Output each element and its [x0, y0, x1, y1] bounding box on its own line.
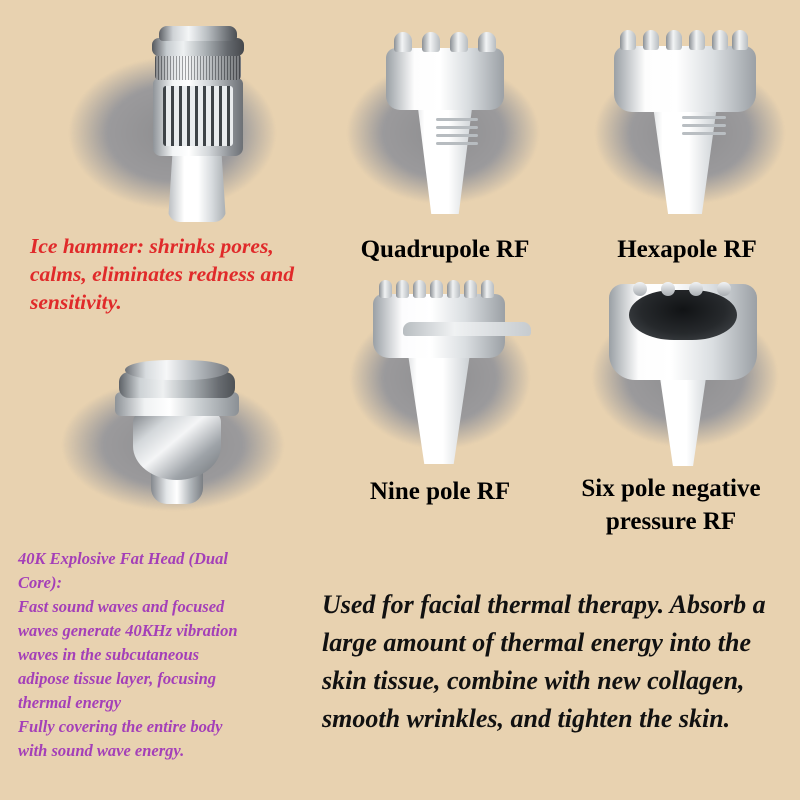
six-pole-negative-pressure-rf-probe-image [585, 268, 785, 468]
probe-body [153, 78, 243, 156]
caption-line: with sound wave energy. [18, 741, 185, 760]
hexapole-rf-probe-image [590, 18, 790, 218]
grip-lines [682, 116, 728, 142]
caption-line: Fully covering the entire body [18, 717, 223, 736]
vent-grille [163, 86, 233, 146]
quadrupole-rf-probe-image [340, 18, 550, 218]
caption-line: waves in the subcutaneous [18, 645, 200, 664]
nine-pole-rf-caption: Nine pole RF [369, 478, 511, 505]
electrode-nubs [629, 282, 737, 298]
facial-thermal-therapy-note: Used for facial thermal therapy. Absorb a large amount of thermal energy into the skin tissue, combine with new collagen, smooth wrinkles, and tighten the skin. [322, 590, 766, 733]
electrode-pins [379, 280, 499, 300]
probe-band [403, 322, 531, 336]
ice-hammer-probe-image [60, 10, 290, 225]
grip-lines [436, 118, 480, 150]
hexapole-rf-caption: Hexapole RF [617, 236, 757, 263]
caption-line: adipose tissue layer, focusing [18, 669, 217, 688]
quadrupole-rf-caption: Quadrupole RF [360, 236, 530, 263]
probe-handle [168, 150, 226, 222]
top-cap [125, 360, 229, 380]
probe-head [386, 48, 504, 110]
probe-head [614, 46, 756, 112]
caption-line: Fast sound waves and focused [18, 597, 225, 616]
nine-pole-rf-probe-image [345, 268, 535, 468]
top-cap [159, 26, 237, 41]
knurled-ring [155, 54, 241, 80]
ice-hammer-caption: Ice hammer: shrinks pores, calms, eliminates redness and sensitivity. [30, 234, 294, 314]
caption-line: thermal energy [18, 693, 122, 712]
caption-line: Core): [18, 573, 62, 592]
caption-line: waves generate 40KHz vibration [18, 621, 238, 640]
40k-explosive-fat-head-image [55, 340, 295, 520]
electrode-pins [392, 32, 496, 54]
caption-line: 40K Explosive Fat Head (Dual [18, 549, 228, 568]
40k-explosive-fat-head-caption [18, 547, 323, 763]
probe-bowl [133, 412, 221, 480]
six-pole-negative-pressure-rf-caption: Six pole negative pressure RF [581, 475, 761, 535]
electrode-pins [620, 30, 750, 52]
probe-head [373, 294, 505, 358]
